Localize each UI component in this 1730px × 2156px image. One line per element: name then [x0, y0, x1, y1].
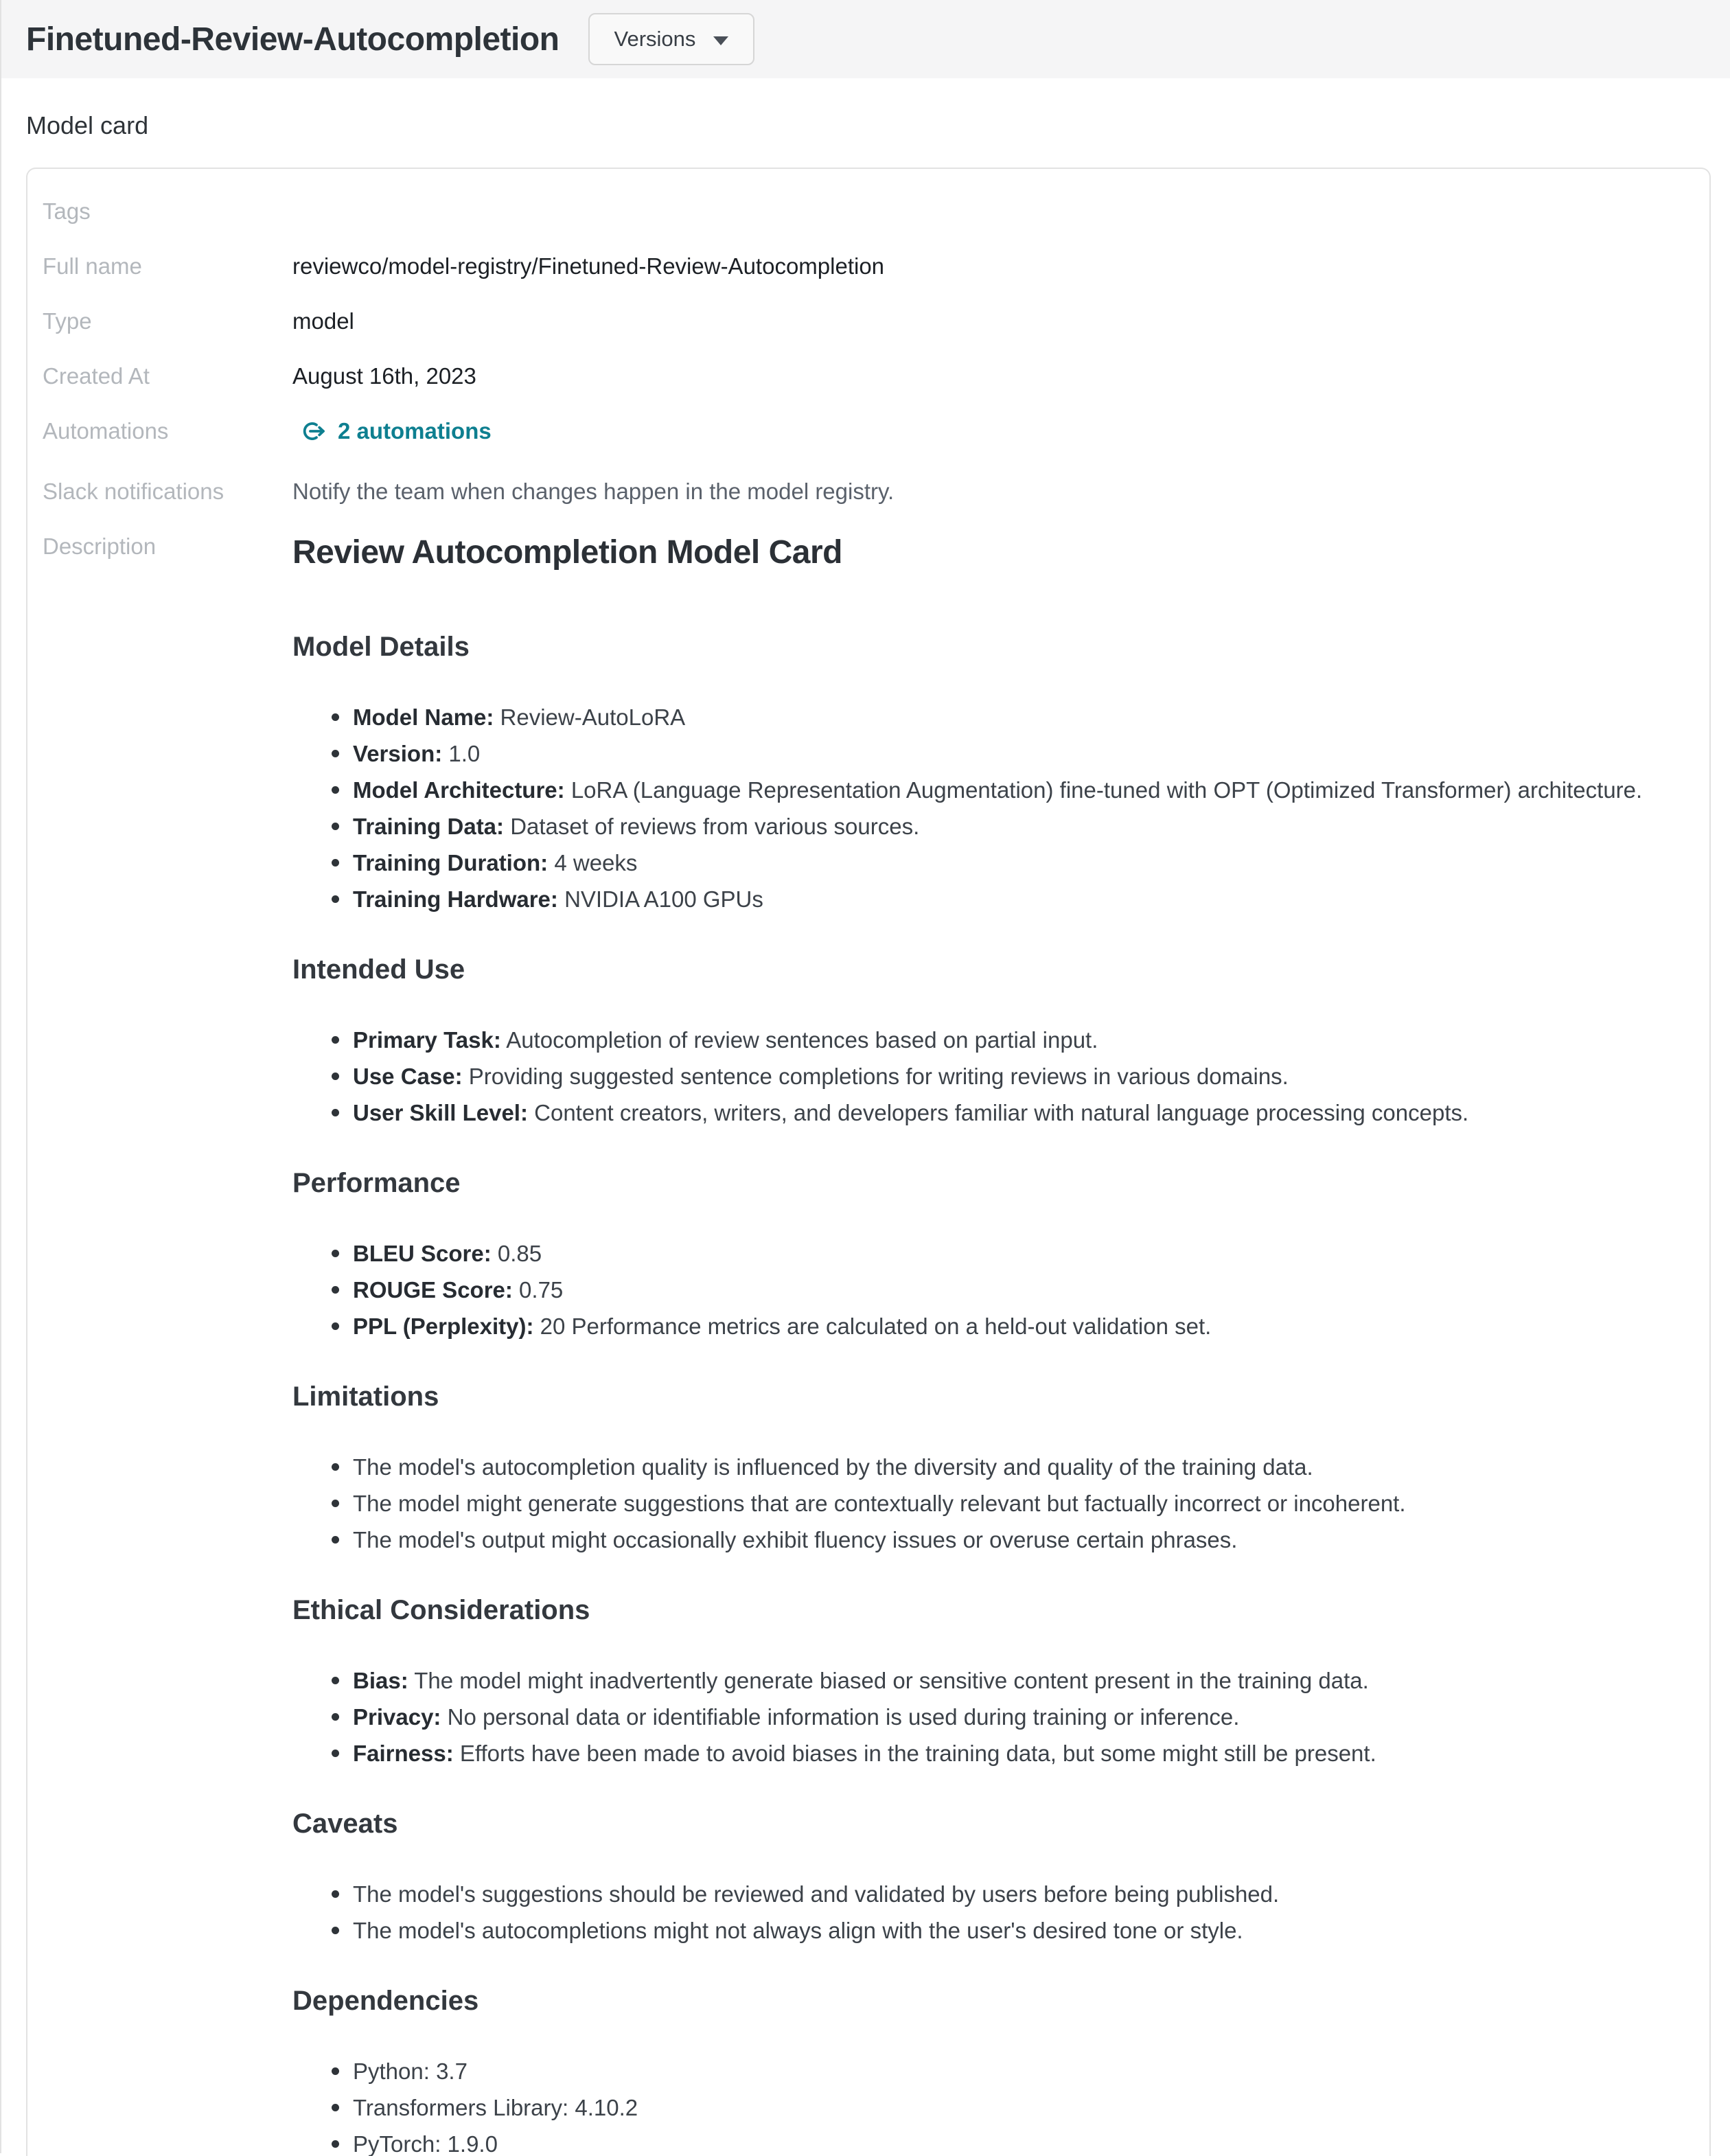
list-item: Training Duration: 4 weeks	[292, 845, 1652, 881]
automations-link[interactable]	[292, 417, 492, 445]
description-title: Review Autocompletion Model Card	[292, 534, 842, 571]
list-performance	[292, 1235, 1652, 1344]
list-dependencies	[292, 2053, 1652, 2156]
model-card-panel	[26, 168, 1711, 2156]
automations-link-label: 2 automations	[338, 418, 492, 444]
list-item: Fairness: Efforts have been made to avoid biases in the training data, but some might still be present.	[292, 1735, 1652, 1771]
meta-label-full-name: Full name	[43, 253, 142, 279]
list-item: Privacy: No personal data or identifiable information is used during training or inference.	[292, 1699, 1652, 1735]
meta-row-created-at	[43, 363, 1679, 390]
list-item: PPL (Perplexity): 20 Performance metrics are calculated on a held-out validation set.	[292, 1308, 1652, 1344]
heading-caveats: Caveats	[292, 1809, 398, 1839]
list-item: The model's autocompletions might not always align with the user's desired tone or style.	[292, 1912, 1652, 1949]
meta-value-created-at: August 16th, 2023	[292, 363, 476, 389]
heading-performance: Performance	[292, 1168, 461, 1198]
list-model-details	[292, 699, 1652, 917]
list-item: Training Hardware: NVIDIA A100 GPUs	[292, 881, 1652, 917]
meta-value-type: model	[292, 308, 354, 334]
meta-value-slack-notifications: Notify the team when changes happen in the model registry.	[292, 479, 895, 504]
meta-label-slack-notifications: Slack notifications	[43, 479, 224, 504]
list-item: User Skill Level: Content creators, writers, and developers familiar with natural language processing concepts.	[292, 1094, 1652, 1131]
list-item: Primary Task: Autocompletion of review sentences based on partial input.	[292, 1022, 1652, 1058]
meta-label-automations: Automations	[43, 418, 169, 444]
chevron-down-icon	[713, 36, 728, 45]
page-title: Finetuned-Review-Autocompletion	[26, 21, 560, 58]
list-item: Model Architecture: LoRA (Language Representation Augmentation) fine-tuned with OPT (Optimized Transformer) architecture.	[292, 772, 1652, 808]
list-item: The model might generate suggestions that are contextually relevant but factually incorrect or incoherent.	[292, 1485, 1652, 1522]
description-content	[292, 533, 1679, 2156]
top-bar	[1, 0, 1730, 78]
list-caveats	[292, 1876, 1652, 1949]
meta-label-type: Type	[43, 308, 92, 334]
heading-intended-use: Intended Use	[292, 954, 465, 985]
main-content	[1, 111, 1730, 2156]
list-ethical-considerations	[292, 1662, 1652, 1771]
list-item: Model Name: Review-AutoLoRA	[292, 699, 1652, 735]
list-item: The model's suggestions should be reviewed and validated by users before being published.	[292, 1876, 1652, 1912]
list-item: Transformers Library: 4.10.2	[292, 2089, 1652, 2126]
meta-row-description	[43, 533, 1679, 2156]
meta-row-tags	[43, 198, 1679, 225]
list-item: ROUGE Score: 0.75	[292, 1272, 1652, 1308]
meta-row-slack-notifications	[43, 478, 1679, 505]
versions-button[interactable]	[588, 13, 755, 65]
heading-dependencies: Dependencies	[292, 1986, 479, 2016]
meta-label-tags: Tags	[43, 198, 91, 224]
list-intended-use	[292, 1022, 1652, 1131]
list-item: Training Data: Dataset of reviews from various sources.	[292, 808, 1652, 845]
meta-label-created-at: Created At	[43, 363, 150, 389]
list-item: Use Case: Providing suggested sentence completions for writing reviews in various domains.	[292, 1058, 1652, 1094]
meta-row-automations	[43, 417, 1679, 450]
versions-button-label: Versions	[614, 27, 696, 51]
meta-value-full-name: reviewco/model-registry/Finetuned-Review-Autocompletion	[292, 253, 885, 279]
list-item: PyTorch: 1.9.0	[292, 2126, 1652, 2156]
model-card-section-label: Model card	[26, 111, 149, 139]
automation-icon	[301, 418, 327, 444]
list-item: Version: 1.0	[292, 735, 1652, 772]
list-item: The model's autocompletion quality is influenced by the diversity and quality of the training data.	[292, 1449, 1652, 1485]
list-limitations	[292, 1449, 1652, 1558]
list-item: Python: 3.7	[292, 2053, 1652, 2089]
meta-row-full-name	[43, 253, 1679, 280]
heading-ethical-considerations: Ethical Considerations	[292, 1595, 590, 1625]
meta-label-description: Description	[43, 534, 157, 559]
meta-row-type	[43, 308, 1679, 335]
list-item: Bias: The model might inadvertently generate biased or sensitive content present in the training data.	[292, 1662, 1652, 1699]
heading-model-details: Model Details	[292, 632, 470, 662]
list-item: The model's output might occasionally exhibit fluency issues or overuse certain phrases.	[292, 1522, 1652, 1558]
heading-limitations: Limitations	[292, 1381, 439, 1412]
list-item: BLEU Score: 0.85	[292, 1235, 1652, 1272]
